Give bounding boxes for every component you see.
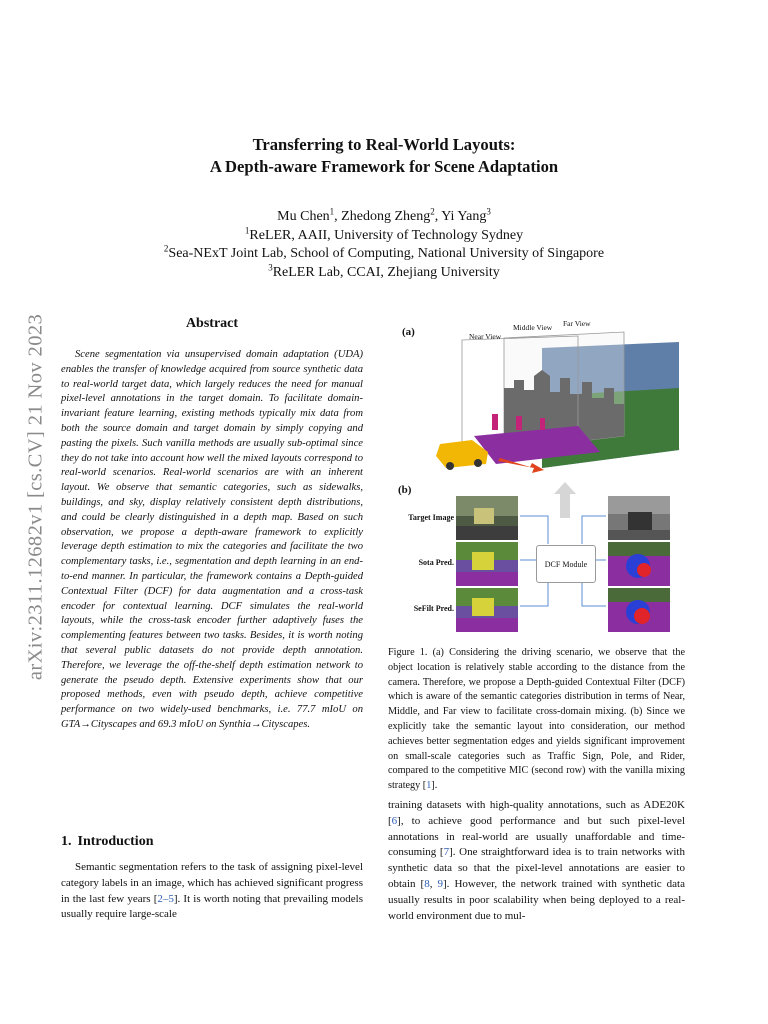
abstract-text: Scene segmentation via unsupervised domain adaptation (UDA) enables the transfer of knowledge acquired from source synthetic data to real-world target data, which largely reduces the need for manual pixel-level annotations in the target domain. To facilitate domain-invariant feature learning, existing methods typically mix data from both the source domain and target domain by simply copying and pasting the pixels. Such vanilla methods are usually sub-optimal since they do not take into account how well the mixed layouts correspond to real-world scenarios. Real-world scenarios are with an inherent layout. We observe that semantic categories, such as sidewalks, buildings, and sky, display relatively consistent depth distributions, and could be clearly distinguished in a depth map. Based on such observation, we propose a depth-aware framework to explicitly leverage depth estimation to mix the categories and facilitate the two complementary tasks, i.e., segmentation and depth learning in an end-to-end manner. In particular, the framework contains a Depth-guided Contextual Filter (DCF) for data augmentation and a cross-task encoder for contextual learning. DCF simulates the real-world layouts, while the cross-task encoder further adaptively fuses the complementing features between two tasks. Besides, it is worth noting that several public datasets do not provide depth annotation. Therefore, we leverage the off-the-shelf depth estimation network to generate the pseudo depth. Extensive experiments show that our proposed methods, even with pseudo depth, achieve competitive performance on two widely-used benchmarks, i.e. 77.7 mIoU on GTA→Cityscapes and 69.3 mIoU on Synthia→Cityscapes. [61,349,363,730]
depth-layers-illustration [392,318,684,478]
citation-link[interactable]: 9 [437,877,444,890]
figure-1 [392,318,684,636]
far-view-label: Far View [563,319,591,328]
title-line-1: Transferring to Real-World Layouts: [252,135,516,154]
author-list: Mu Chen$^1$, Zhedong Zheng$^2$, Yi Yang$^3$ [277,206,491,224]
body-text: ]. One straightforward idea is to train networks with synthetic data so that the pixel-level annotations are easier to obtain [ [388,846,685,890]
figure-label-b: (b) [398,484,412,496]
citation-link[interactable]: 8 [424,877,430,890]
title-line-2: A Depth-aware Framework for Scene Adaptation [209,157,559,176]
affiliation-sup: 2 [163,243,169,254]
figure-label-a: (a) [402,326,415,338]
body-text: ], to achieve good performance and but such pixel-level annotations in real-world are usually unaffordable and time-consuming [ [388,814,685,859]
rider-figure [516,416,522,430]
dcf-module-box: DCF Module [536,545,596,583]
introduction-body [61,860,363,923]
author-sup: 2 [430,206,435,217]
row-label-sefilt-pred: SeFilt Pred. [413,604,454,613]
dcf-connector-line [582,516,606,544]
intro-text: ]. It is worth noting that prevailing models usually require large-scale [61,892,363,921]
middle-view-label: Middle View [513,323,553,332]
citation-link[interactable]: 7 [443,846,450,859]
abstract-body [61,348,363,733]
caption-text-end: ]. [431,780,438,792]
author-sup: 3 [486,206,491,217]
affiliation-2 [0,245,768,264]
citation-link[interactable]: 1 [426,780,432,792]
section-number: 1. [61,834,72,849]
affiliation-text: Sea-NExT Joint Lab, School of Computing, National University of Singapore [168,246,605,261]
intro-text: Semantic segmentation refers to the task of assigning pixel-level category labels in an image, which has achieved significant progress in the last few years [ [61,861,363,905]
affiliation-text: ReLER, AAII, University of Technology Sydney [249,227,524,243]
abstract-heading: Abstract [185,316,239,331]
section-title: Introduction [77,834,154,849]
right-paragraph [388,798,685,924]
rider-figure [540,418,545,430]
car-wheel [446,462,454,470]
near-view-label: Near View [469,332,502,341]
body-text: training datasets with high-quality annotations, such as ADE20K [ [388,799,685,827]
body-text: ]. However, the network trained with synthetic data usually results in poor scalability when being deployed to a real-world environment due to mul- [388,877,685,922]
paper-title [0,134,768,178]
pedestrian-figure [492,414,498,430]
intro-paragraph [61,860,363,923]
dcf-connector-line [520,516,548,544]
author-name: Yi Yang [441,209,487,224]
citation-link[interactable]: 6 [391,814,398,827]
upward-arrow [554,482,576,518]
affiliation-1 [0,224,768,246]
car-wheel [474,459,482,467]
affiliation-sup: 3 [268,261,273,272]
row-label-target-image: Target Image [408,513,454,522]
figure-1-caption [388,646,685,794]
affiliation-text: ReLER Lab, CCAI, Zhejiang University [272,264,500,280]
author-name: Zhedong Zheng [341,209,431,224]
affiliation-sup: 1 [244,224,250,235]
dcf-connector-line [582,582,606,606]
right-column-body [388,798,685,924]
caption-text: Figure 1. (a) Considering the driving scenario, we observe that the object location is relatively stable according to the distance from the camera. Therefore, we propose a Depth-guided Contextual Filter (DCF) which is aware of the semantic categories distribution in terms of Near, Middle, and Far view to facilitate cross-domain mixing. (b) Since we explicitly take the semantic layout into consideration, our method achieves better segmentation edges and yields significant improvement on small-scale categories such as Traffic Sign, Pole, and Rider, compared to the competitive MIC (second row) with the vanilla mixing strategy [ [388,647,685,792]
citation-link[interactable]: 2–5 [157,892,174,905]
section-heading-introduction [61,834,159,850]
affiliation-3 [0,261,768,283]
author-sup: 1 [329,206,335,217]
row-label-sota-pred: Sota Pred. [418,558,454,567]
author-name: Mu Chen [277,209,330,224]
authors-affiliations [0,208,768,282]
citation-separator: , [429,877,438,890]
arxiv-identifier[interactable]: arXiv:2311.12682v1 [cs.CV] 21 Nov 2023 [24,313,47,681]
dcf-connector-line [520,582,548,606]
